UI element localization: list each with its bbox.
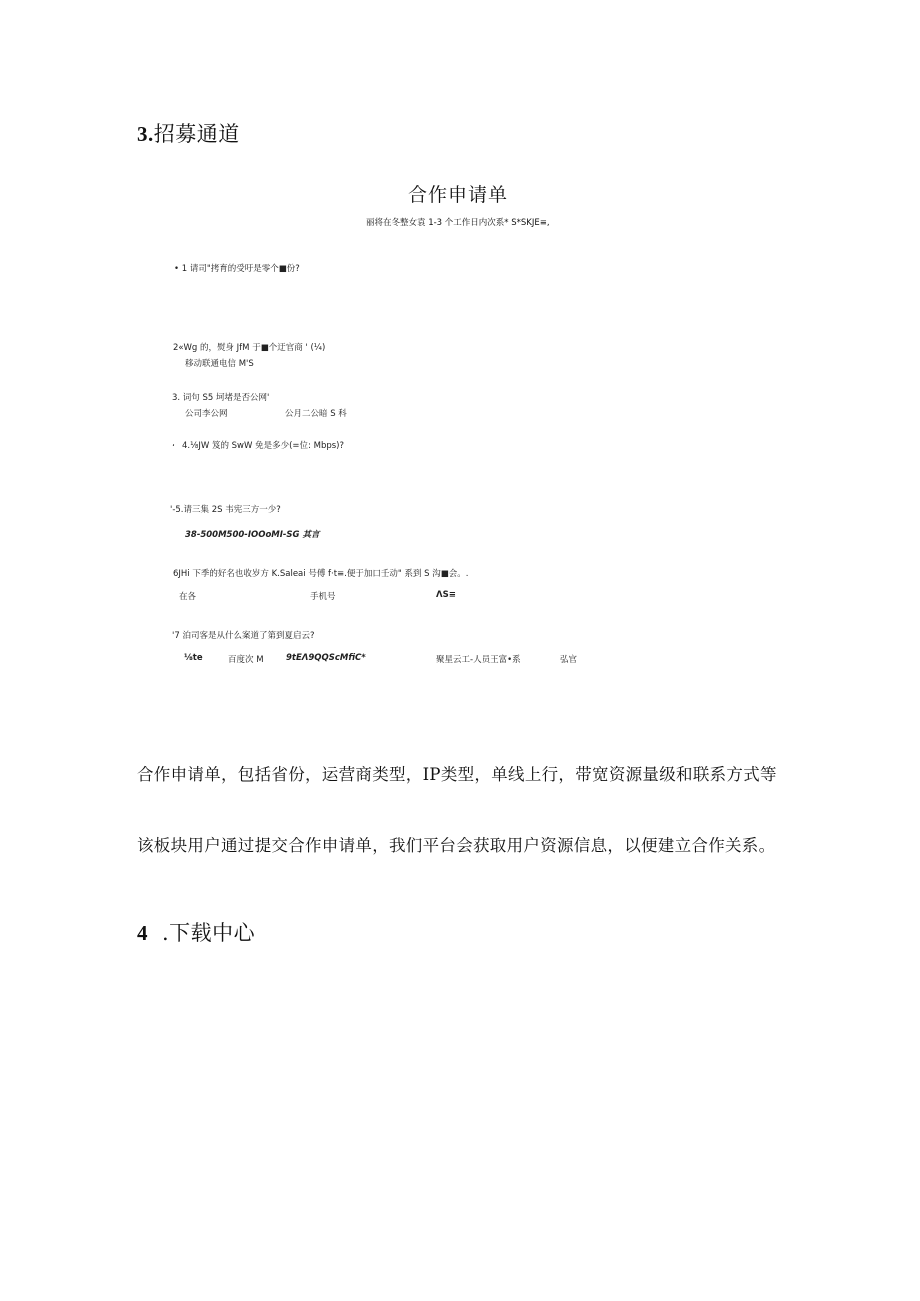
form-title: 合作申请单 bbox=[408, 184, 509, 206]
question-7-option-4: 聚星云工-人员王富•系 bbox=[436, 655, 521, 665]
question-3-option-1: 公司李公网 bbox=[185, 409, 228, 419]
question-6-field-name: 在各 bbox=[179, 592, 197, 602]
section-4-number: 4 bbox=[137, 921, 148, 945]
question-6: 6JHi 下季的好名也收岁方 K.Saleai 号傅 f·t≡.便于加口壬动" 系到 S 沟■会。. bbox=[173, 569, 469, 579]
question-3-option-2: 公月二公暗 S 科 bbox=[285, 409, 347, 419]
question-1: • 1 请司"拷育的受吁是零个■份? bbox=[174, 264, 300, 274]
question-7: '7 泊司客是从什么案道了第到夏启云? bbox=[172, 631, 315, 641]
question-3: 3. 词句 S5 坷堵是否公网' bbox=[172, 393, 270, 403]
section-3-number: 3. bbox=[137, 122, 154, 146]
section-3-heading bbox=[137, 118, 240, 148]
question-5: '-5.请三集 2S 韦宪三方一少? bbox=[170, 505, 281, 515]
question-5-options: 38-500M500-IOOoMI-SG 其言 bbox=[185, 530, 320, 540]
question-6-field-phone: 手机号 bbox=[310, 592, 336, 602]
paragraph-form-purpose: 该板块用户通过提交合作申请单，我们平台会获取用户资源信息，以便建立合作关系。 bbox=[137, 836, 776, 855]
question-7-option-1: ⅛te bbox=[184, 653, 203, 663]
section-4-heading bbox=[137, 917, 255, 947]
question-7-option-3: 9tEΛ9QQScMfiC* bbox=[286, 653, 366, 663]
question-6-field-other: ΛS≡ bbox=[436, 590, 456, 600]
question-2: 2«Wg 的，熨身 JfM 于■个迂官商 ' (¼) bbox=[173, 343, 326, 353]
question-4-prefix: ، bbox=[172, 439, 175, 449]
section-3-title: 招募通道 bbox=[153, 122, 240, 146]
question-2-options: 移动联通电信 M'S bbox=[185, 359, 254, 369]
paragraph-form-description: 合作申请单，包括省份，运营商类型，IP类型，单线上行，带宽资源量级和联系方式等 bbox=[137, 765, 777, 784]
section-4-title: .下载中心 bbox=[162, 921, 256, 945]
question-7-option-5: 弘官 bbox=[560, 655, 578, 665]
form-subtitle: 丽将在冬整女袁 1-3 个工作日内次系* S*SKJE≡, bbox=[366, 218, 550, 228]
question-4: 4.⅛JW 笈的 SwW 免是多少(=位: Mbps)? bbox=[182, 441, 345, 451]
question-7-option-2: 百度次 M bbox=[228, 655, 264, 665]
